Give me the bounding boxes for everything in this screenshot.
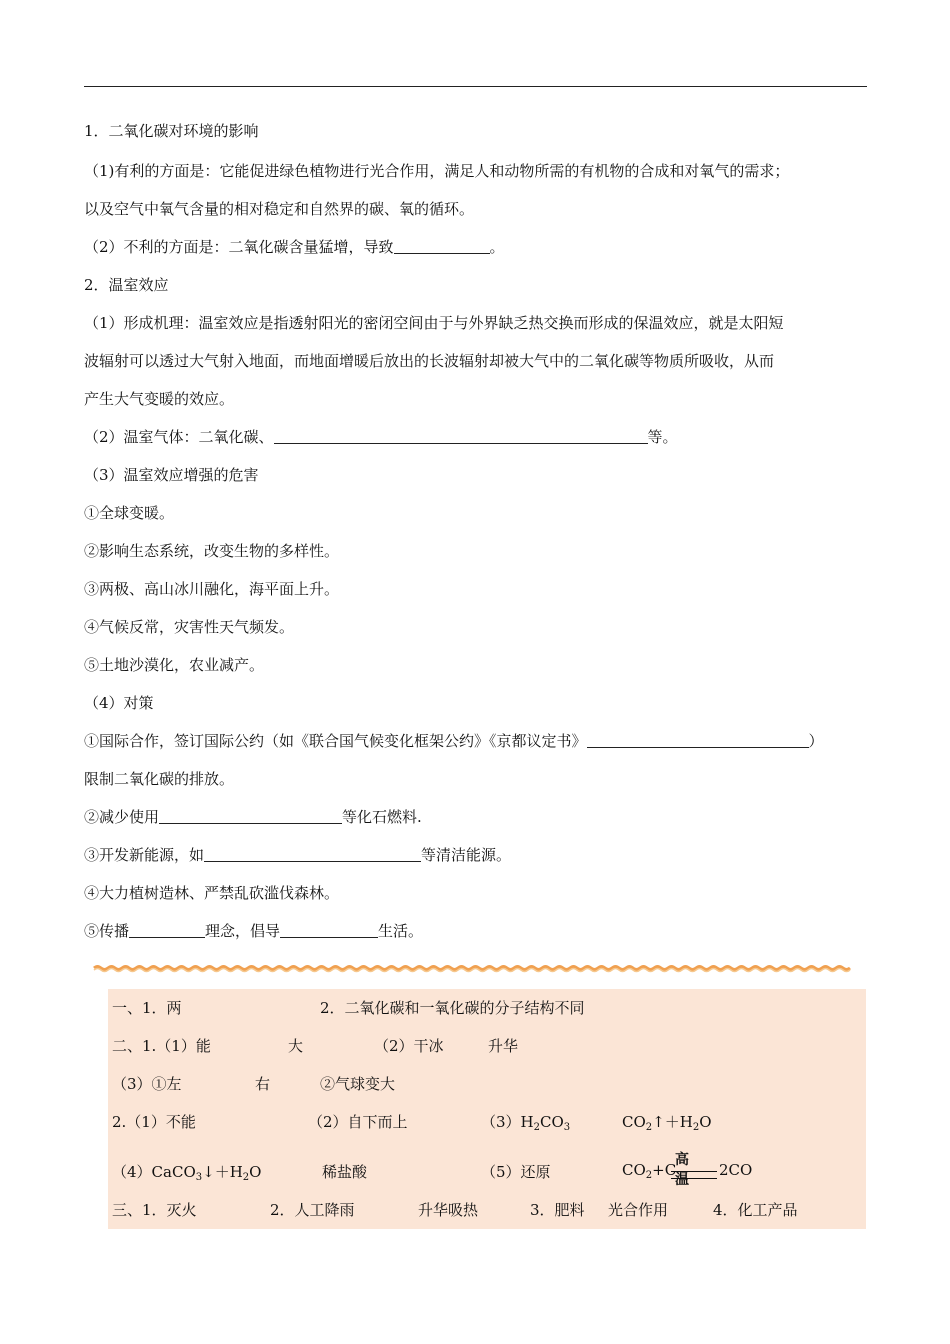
harm-item: ②影响生态系统，改变生物的多样性。 xyxy=(84,542,340,560)
formula-subscript: 2 xyxy=(692,1122,700,1133)
answer-r4-b: （2）自下而上 xyxy=(308,1113,408,1131)
formula-part: +C xyxy=(652,1161,677,1179)
measure5-mid: 理念，倡导 xyxy=(205,922,281,940)
wavy-divider xyxy=(92,960,852,976)
answer-r3-a: （3）①左 xyxy=(112,1075,182,1093)
equation-lhs xyxy=(622,1161,676,1179)
formula-part: ↓＋H xyxy=(202,1163,243,1181)
measure3-suffix: 等清洁能源。 xyxy=(421,846,512,864)
measure1-prefix: ①国际合作，签订国际公约（如《联合国气候变化框架公约》《京都议定书》 xyxy=(84,732,587,750)
formula-subscript: 3 xyxy=(195,1172,203,1183)
measure5-prefix: ⑤传播 xyxy=(84,922,130,940)
answer-r1-a: 一、1．两 xyxy=(112,999,182,1017)
answer-r4-c xyxy=(481,1112,570,1132)
harm-prefix: （2）不利的方面是：二氧化碳含量猛增，导致 xyxy=(84,238,394,256)
formula-part: O xyxy=(249,1163,262,1181)
section1-heading: 1．二氧化碳对环境的影响 xyxy=(84,122,259,140)
answer-r6-d: 3．肥料 xyxy=(530,1201,585,1219)
measure5-suffix: 生活。 xyxy=(378,922,424,940)
formula-subscript: 2 xyxy=(645,1170,653,1181)
measure1-blank[interactable] xyxy=(587,732,809,748)
measure1-line xyxy=(84,731,824,751)
mechanism-line1: （1）形成机理：温室效应是指透射阳光的密闭空间由于与外界缺乏热交换而形成的保温效应，就是太阳短 xyxy=(84,314,784,332)
harm-item: ④气候反常，灾害性天气频发。 xyxy=(84,618,295,636)
harm-suffix: 。 xyxy=(489,238,505,256)
answer-r6-c: 升华吸热 xyxy=(418,1201,479,1219)
measure2-prefix: ②减少使用 xyxy=(84,808,160,826)
answer-r4-d xyxy=(622,1112,712,1132)
answer-r6-f: 4．化工产品 xyxy=(713,1201,798,1219)
measure4-line: ④大力植树造林、严禁乱砍滥伐森林。 xyxy=(84,884,340,902)
harm-heading: （3）温室效应增强的危害 xyxy=(84,466,259,484)
measure5-blank1[interactable] xyxy=(129,922,205,938)
formula-subscript: 2 xyxy=(645,1122,653,1133)
section2-heading: 2．温室效应 xyxy=(84,276,169,294)
answer-r2-b: 大 xyxy=(288,1037,304,1055)
answer-r6-b: 2．人工降雨 xyxy=(270,1201,355,1219)
answer-r2-d: 升华 xyxy=(488,1037,519,1055)
benefit-line2: 以及空气中氧气含量的相对稳定和自然界的碳、氧的循环。 xyxy=(84,200,475,218)
formula-part: （4）CaCO xyxy=(112,1163,196,1181)
answer-r2-a: 二、1.（1）能 xyxy=(112,1037,211,1055)
formula-subscript: 3 xyxy=(563,1122,571,1133)
answer-r5-a xyxy=(112,1162,261,1182)
formula-subscript: 2 xyxy=(533,1122,540,1133)
measure5-blank2[interactable] xyxy=(280,922,378,938)
header-rule xyxy=(84,86,867,87)
mechanism-line2: 波辐射可以透过大气射入地面，而地面增暖后放出的长波辐射却被大气中的二氧化碳等物质所吸收，从而 xyxy=(84,352,775,370)
measure5-line xyxy=(84,921,423,941)
measure3-prefix: ③开发新能源，如 xyxy=(84,846,205,864)
answer-r4-a: 2.（1）不能 xyxy=(112,1113,196,1131)
mechanism-line3: 产生大气变暖的效应。 xyxy=(84,390,235,408)
measures-heading: （4）对策 xyxy=(84,694,154,712)
reaction-condition: 高温 xyxy=(675,1152,689,1188)
measure3-line xyxy=(84,845,511,865)
answer-r5-c: （5）还原 xyxy=(481,1163,551,1181)
harm-item: ①全球变暖。 xyxy=(84,504,175,522)
answer-r1-b: 2．二氧化碳和一氧化碳的分子结构不同 xyxy=(320,999,585,1017)
formula-part: O xyxy=(699,1113,712,1131)
answer-r5-b: 稀盐酸 xyxy=(322,1163,368,1181)
measure1-suffix: ） xyxy=(808,732,824,750)
measure1-line2: 限制二氧化碳的排放。 xyxy=(84,770,235,788)
formula-part: CO xyxy=(622,1161,646,1179)
gases-blank[interactable] xyxy=(274,428,648,444)
harm-blank[interactable] xyxy=(394,238,490,254)
formula-part: ↑＋H xyxy=(652,1113,693,1131)
answer-r2-c: （2）干冰 xyxy=(374,1037,444,1055)
gases-prefix: （2）温室气体：二氧化碳、 xyxy=(84,428,274,446)
benefit-line1: （1)有利的方面是：它能促进绿色植物进行光合作用，满足人和动物所需的有机物的合成和对氧气的需求； xyxy=(84,162,790,180)
answer-r3-c: ②气球变大 xyxy=(320,1075,396,1093)
harm-item: ③两极、高山冰川融化，海平面上升。 xyxy=(84,580,340,598)
measure3-blank[interactable] xyxy=(204,846,421,862)
answer-box xyxy=(108,989,866,1229)
harm-line xyxy=(84,237,505,257)
measure2-blank[interactable] xyxy=(159,808,342,824)
answer-r3-b: 右 xyxy=(255,1075,271,1093)
formula-subscript: 2 xyxy=(242,1172,250,1183)
answer-r6-a: 三、1．灭火 xyxy=(112,1201,197,1219)
equals-bars xyxy=(671,1171,717,1179)
gases-suffix: 等。 xyxy=(647,428,678,446)
greenhouse-gases-line xyxy=(84,427,678,447)
formula-part: CO xyxy=(540,1113,564,1131)
measure2-suffix: 等化石燃料. xyxy=(342,808,422,826)
formula-part: （3）H xyxy=(481,1113,534,1131)
equation-rhs: 2CO xyxy=(719,1161,753,1179)
harm-item: ⑤土地沙漠化，农业减产。 xyxy=(84,656,265,674)
formula-part: CO xyxy=(622,1113,646,1131)
measure2-line xyxy=(84,807,422,827)
answer-r6-e: 光合作用 xyxy=(608,1201,669,1219)
